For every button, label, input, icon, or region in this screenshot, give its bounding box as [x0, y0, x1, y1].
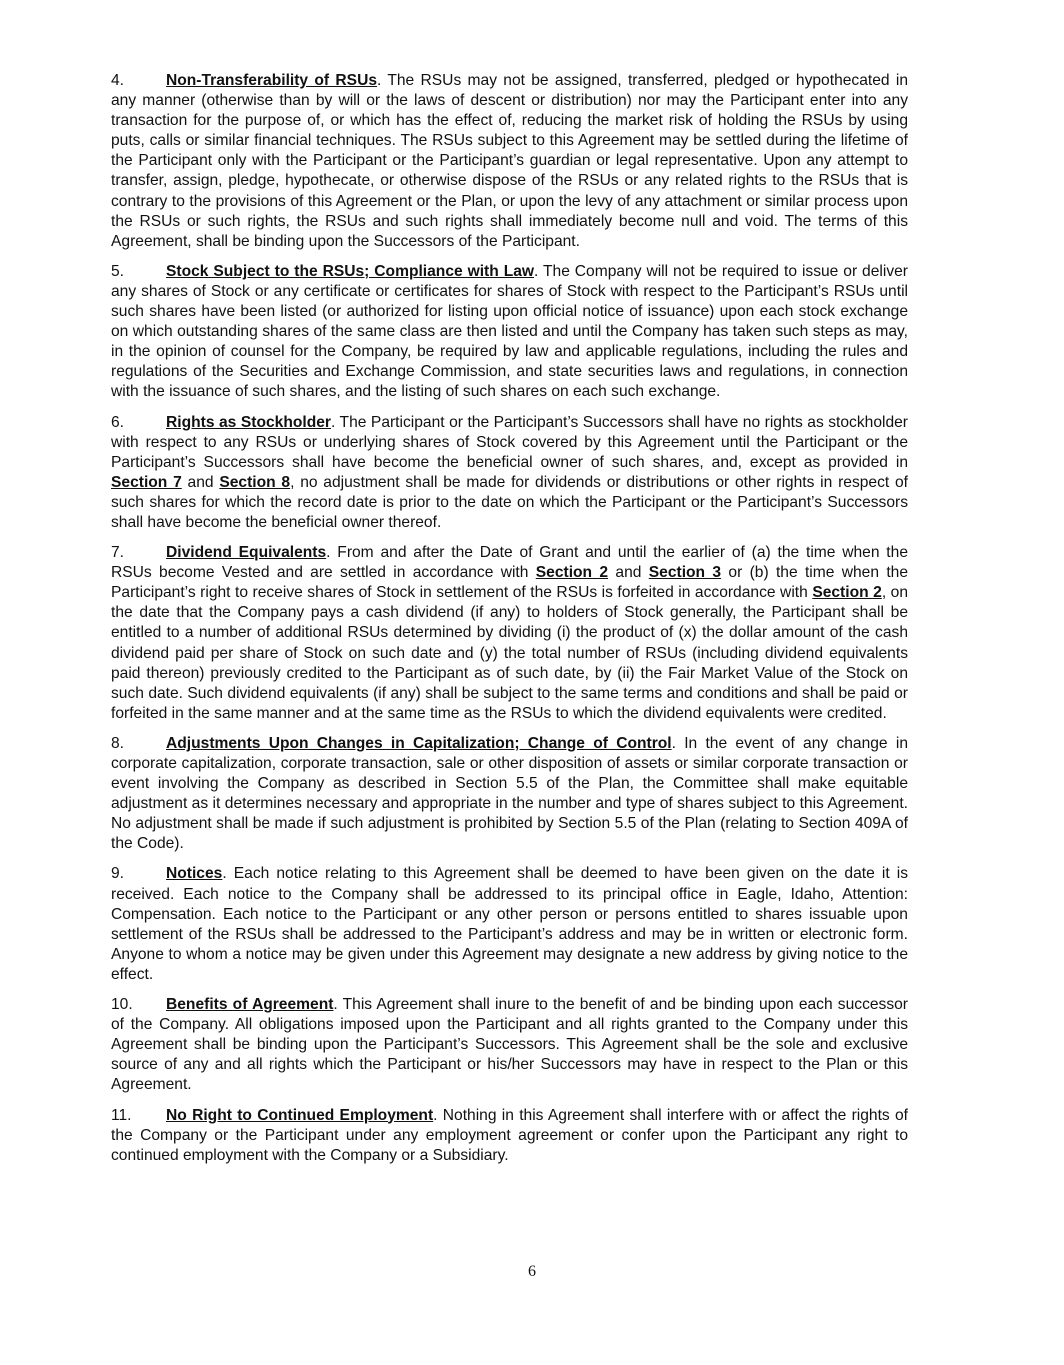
section-number: 11.	[111, 1106, 132, 1124]
section-heading: Adjustments Upon Changes in Capitalization; Change of Control	[166, 734, 672, 752]
section-heading: Stock Subject to the RSUs; Compliance with Law	[166, 262, 535, 280]
section-number: 8.	[111, 734, 125, 752]
section-text: . This Agreement shall inure to the benefit of and be binding upon each successor of the Company. All obligations imposed upon the Participant and all rights granted to the Company under this Agreement shall be binding upon the Participant’s Successors. This Agreement shall be the sole and exclusive source of any and all rights which the Participant or his/her Successors may have in respect to the Plan or this Agreement.	[111, 996, 908, 1094]
section-text: . In the event of any change in corporate capitalization, corporate transaction, sale or other disposition of assets or similar corporate transaction or event involving the Company as described in Section 5.5 of the Plan, the Committee shall make equitable adjustment as it determines necessary and appropriate in the number and type of shares subject to this Agreement. No adjustment shall be made if such adjustment is prohibited by Section 5.5 of the Plan (relating to Section 409A of the Code).	[111, 734, 908, 853]
section-number: 7.	[111, 544, 125, 562]
document-body	[111, 71, 908, 1176]
section-heading: Dividend Equivalents	[166, 544, 327, 562]
section-text: . Nothing in this Agreement shall interfere with or affect the rights of the Company or the Participant under any employment agreement or confer upon the Participant any right to continued employment with the Company or a Subsidiary.	[111, 1106, 908, 1164]
section-11-paragraph	[111, 1106, 908, 1166]
section-reference: Section 3	[648, 564, 722, 582]
section-8-paragraph	[111, 734, 908, 855]
section-6-paragraph	[111, 413, 908, 534]
section-reference: Section 8	[219, 473, 291, 491]
section-text: and	[181, 473, 220, 491]
page-number: 6	[528, 1263, 536, 1280]
section-9-paragraph	[111, 864, 908, 985]
section-heading: Rights as Stockholder	[166, 413, 331, 431]
section-text: and	[608, 564, 649, 582]
section-heading: Benefits of Agreement	[166, 996, 334, 1014]
section-text: , on the date that the Company pays a cash dividend (if any) to holders of Stock generally, the Participant shall be entitled to a number of additional RSUs determined by dividing (i) the product of (x) the dollar amount of the cash dividend paid per share of Stock on such date and (y) the total number of RSUs (including dividend equivalents paid thereon) previously credited to the Participant as of such date, by (ii) the Fair Market Value of the Stock on such date. Such dividend equivalents (if any) shall be subject to the same terms and conditions and shall be paid or forfeited in the same manner and at the same time as the RSUs to which the dividend equivalents were credited.	[111, 584, 909, 722]
section-heading: Notices	[166, 865, 223, 883]
section-heading: Non-Transferability of RSUs	[166, 72, 378, 89]
section-number: 9.	[111, 865, 125, 883]
section-text: . The Company will not be required to issue or deliver any shares of Stock or any certificate or certificates for shares of Stock with respect to the Participant’s RSUs until such shares have been listed (or authorized for listing upon official notice of issuance) upon each stock exchange on which outstanding shares of the same class are then listed and until the Company has taken such steps as may, in the opinion of counsel for the Company, be required by law and applicable regulations, including the rules and regulations of the Securities and Exchange Commission, and state securities laws and regulations, in connection with the issuance of such shares, and the listing of such shares on each such exchange.	[111, 262, 908, 401]
section-number: 5.	[111, 262, 125, 280]
section-text: , no adjustment shall be made for dividends or distributions or other rights in respect of such shares for which the record date is prior to the date on which the Participant or the Participant’s Successors shall have become the beneficial owner thereof.	[111, 473, 908, 531]
section-text: . From and after the Date of Grant and until the earlier of (a) the time when the RSUs become Vested and are settled in accordance with	[111, 544, 908, 582]
section-5-paragraph	[111, 262, 908, 403]
section-text: . The RSUs may not be assigned, transferred, pledged or hypothecated in any manner (otherwise than by will or the laws of descent or distribution) nor may the Participant enter into any transaction for the purpose of, or which has the effect of, reducing the market risk of holding the RSUs by using puts, calls or similar financial techniques. The RSUs subject to this Agreement may be settled during the lifetime of the Participant only with the Participant or the Participant’s guardian or legal representative. Upon any attempt to transfer, assign, pledge, hypothecate, or otherwise dispose of the RSUs or any related rights to the RSUs that is contrary to the provisions of this Agreement or the Plan, or upon the levy of any attachment or similar process upon the RSUs or such rights, the RSUs and such rights shall immediately become null and void. The terms of this Agreement, shall be binding upon the Successors of the Participant.	[111, 72, 908, 250]
section-text: or (b) the time when the Participant’s right to receive shares of Stock in settlement of the RSUs is forfeited in accordance with	[111, 564, 909, 602]
section-number: 6.	[111, 413, 125, 431]
section-text: . Each notice relating to this Agreement shall be deemed to have been given on the date it is received. Each notice to the Company shall be addressed to its principal office in Eagle, Idaho, Attention: Compensation. Each notice to the Participant or any other person or persons entitled to shares issuable upon settlement of the RSUs shall be addressed to the Participant’s address and may be in written or electronic form. Anyone to whom a notice may be given under this Agreement may designate a new address by giving notice to the effect.	[111, 865, 908, 983]
section-10-paragraph	[111, 995, 908, 1095]
section-number: 10.	[111, 996, 133, 1014]
section-number: 4.	[111, 72, 125, 89]
section-heading: No Right to Continued Employment	[166, 1106, 434, 1124]
section-reference: Section 7	[111, 473, 182, 491]
section-text: . The Participant or the Participant’s Successors shall have no rights as stockholder with respect to any RSUs or underlying shares of Stock covered by this Agreement until the Participant or the Participant’s Successors shall have become the beneficial owner of such shares, and, except as provided in	[111, 413, 908, 471]
section-7-paragraph	[111, 543, 908, 724]
section-4-paragraph	[111, 71, 908, 252]
section-reference: Section 2	[535, 564, 609, 582]
section-reference: Section 2	[812, 584, 882, 602]
